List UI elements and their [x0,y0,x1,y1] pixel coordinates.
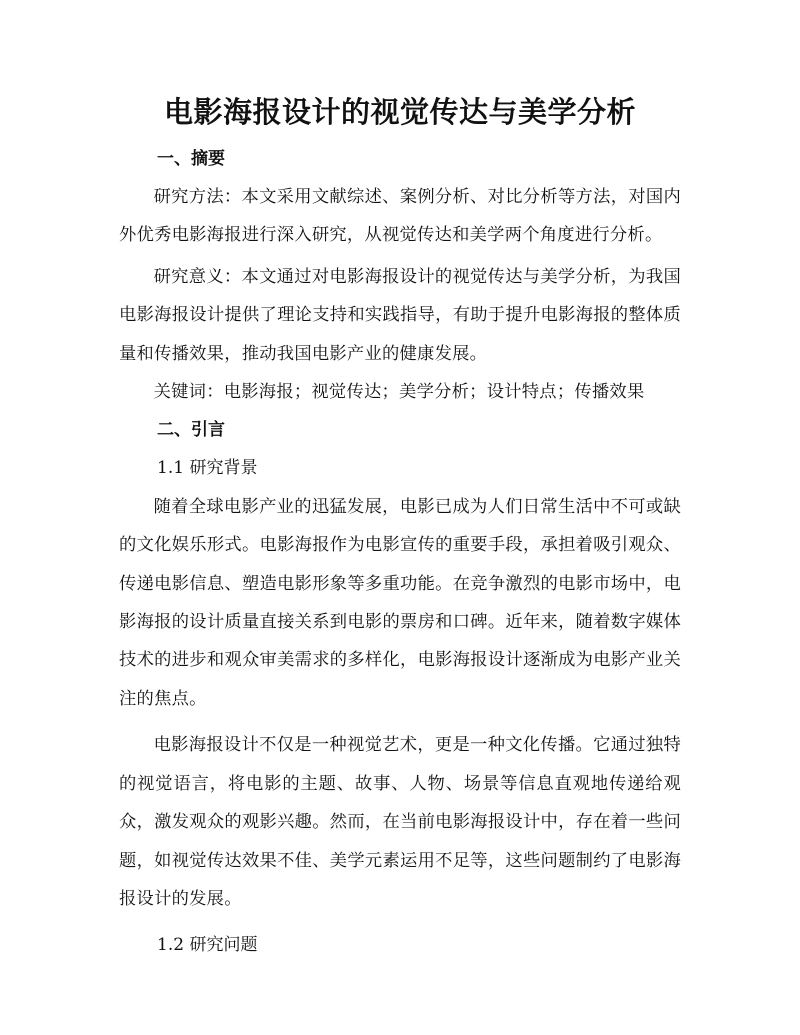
subsection-heading-background: 1.1 研究背景 [157,458,258,479]
section-heading-abstract: 一、摘要 [157,149,225,169]
document-title: 电影海报设计的视觉传达与美学分析 [163,95,636,129]
section-heading-introduction: 二、引言 [157,420,225,441]
keywords-line: 关键词：电影海报；视觉传达；美学分析；设计特点；传播效果 [153,382,645,403]
subsection-heading-research-question: 1.2 研究问题 [157,935,258,956]
abstract-method-paragraph: 研究方法：本文采用文献综述、案例分析、对比分析等方法，对国内外优秀电影海报进行深入研究，从视觉传达和美学两个角度进行分析。 [119,187,681,246]
background-paragraph-2: 电影海报设计不仅是一种视觉艺术，更是一种文化传播。它通过独特的视觉语言，将电影的主题、故事、人物、场景等信息直观地传递给观众，激发观众的观影兴趣。然而，在当前电影海报设计中，存在着一些问题，如视觉传达效果不佳、美学元素运用不足等，这些问题制约了电影海报设计的发展。 [119,735,681,909]
abstract-significance-paragraph: 研究意义：本文通过对电影海报设计的视觉传达与美学分析，为我国电影海报设计提供了理论支持和实践指导，有助于提升电影海报的整体质量和传播效果，推动我国电影产业的健康发展。 [119,266,681,364]
background-paragraph-1: 随着全球电影产业的迅猛发展，电影已成为人们日常生活中不可或缺的文化娱乐形式。电影海报作为电影宣传的重要手段，承担着吸引观众、传递电影信息、塑造电影形象等多重功能。在竞争激烈的电影市场中，电影海报的设计质量直接关系到电影的票房和口碑。近年来，随着数字媒体技术的进步和观众审美需求的多样化，电影海报设计逐渐成为电影产业关注的焦点。 [119,496,681,709]
